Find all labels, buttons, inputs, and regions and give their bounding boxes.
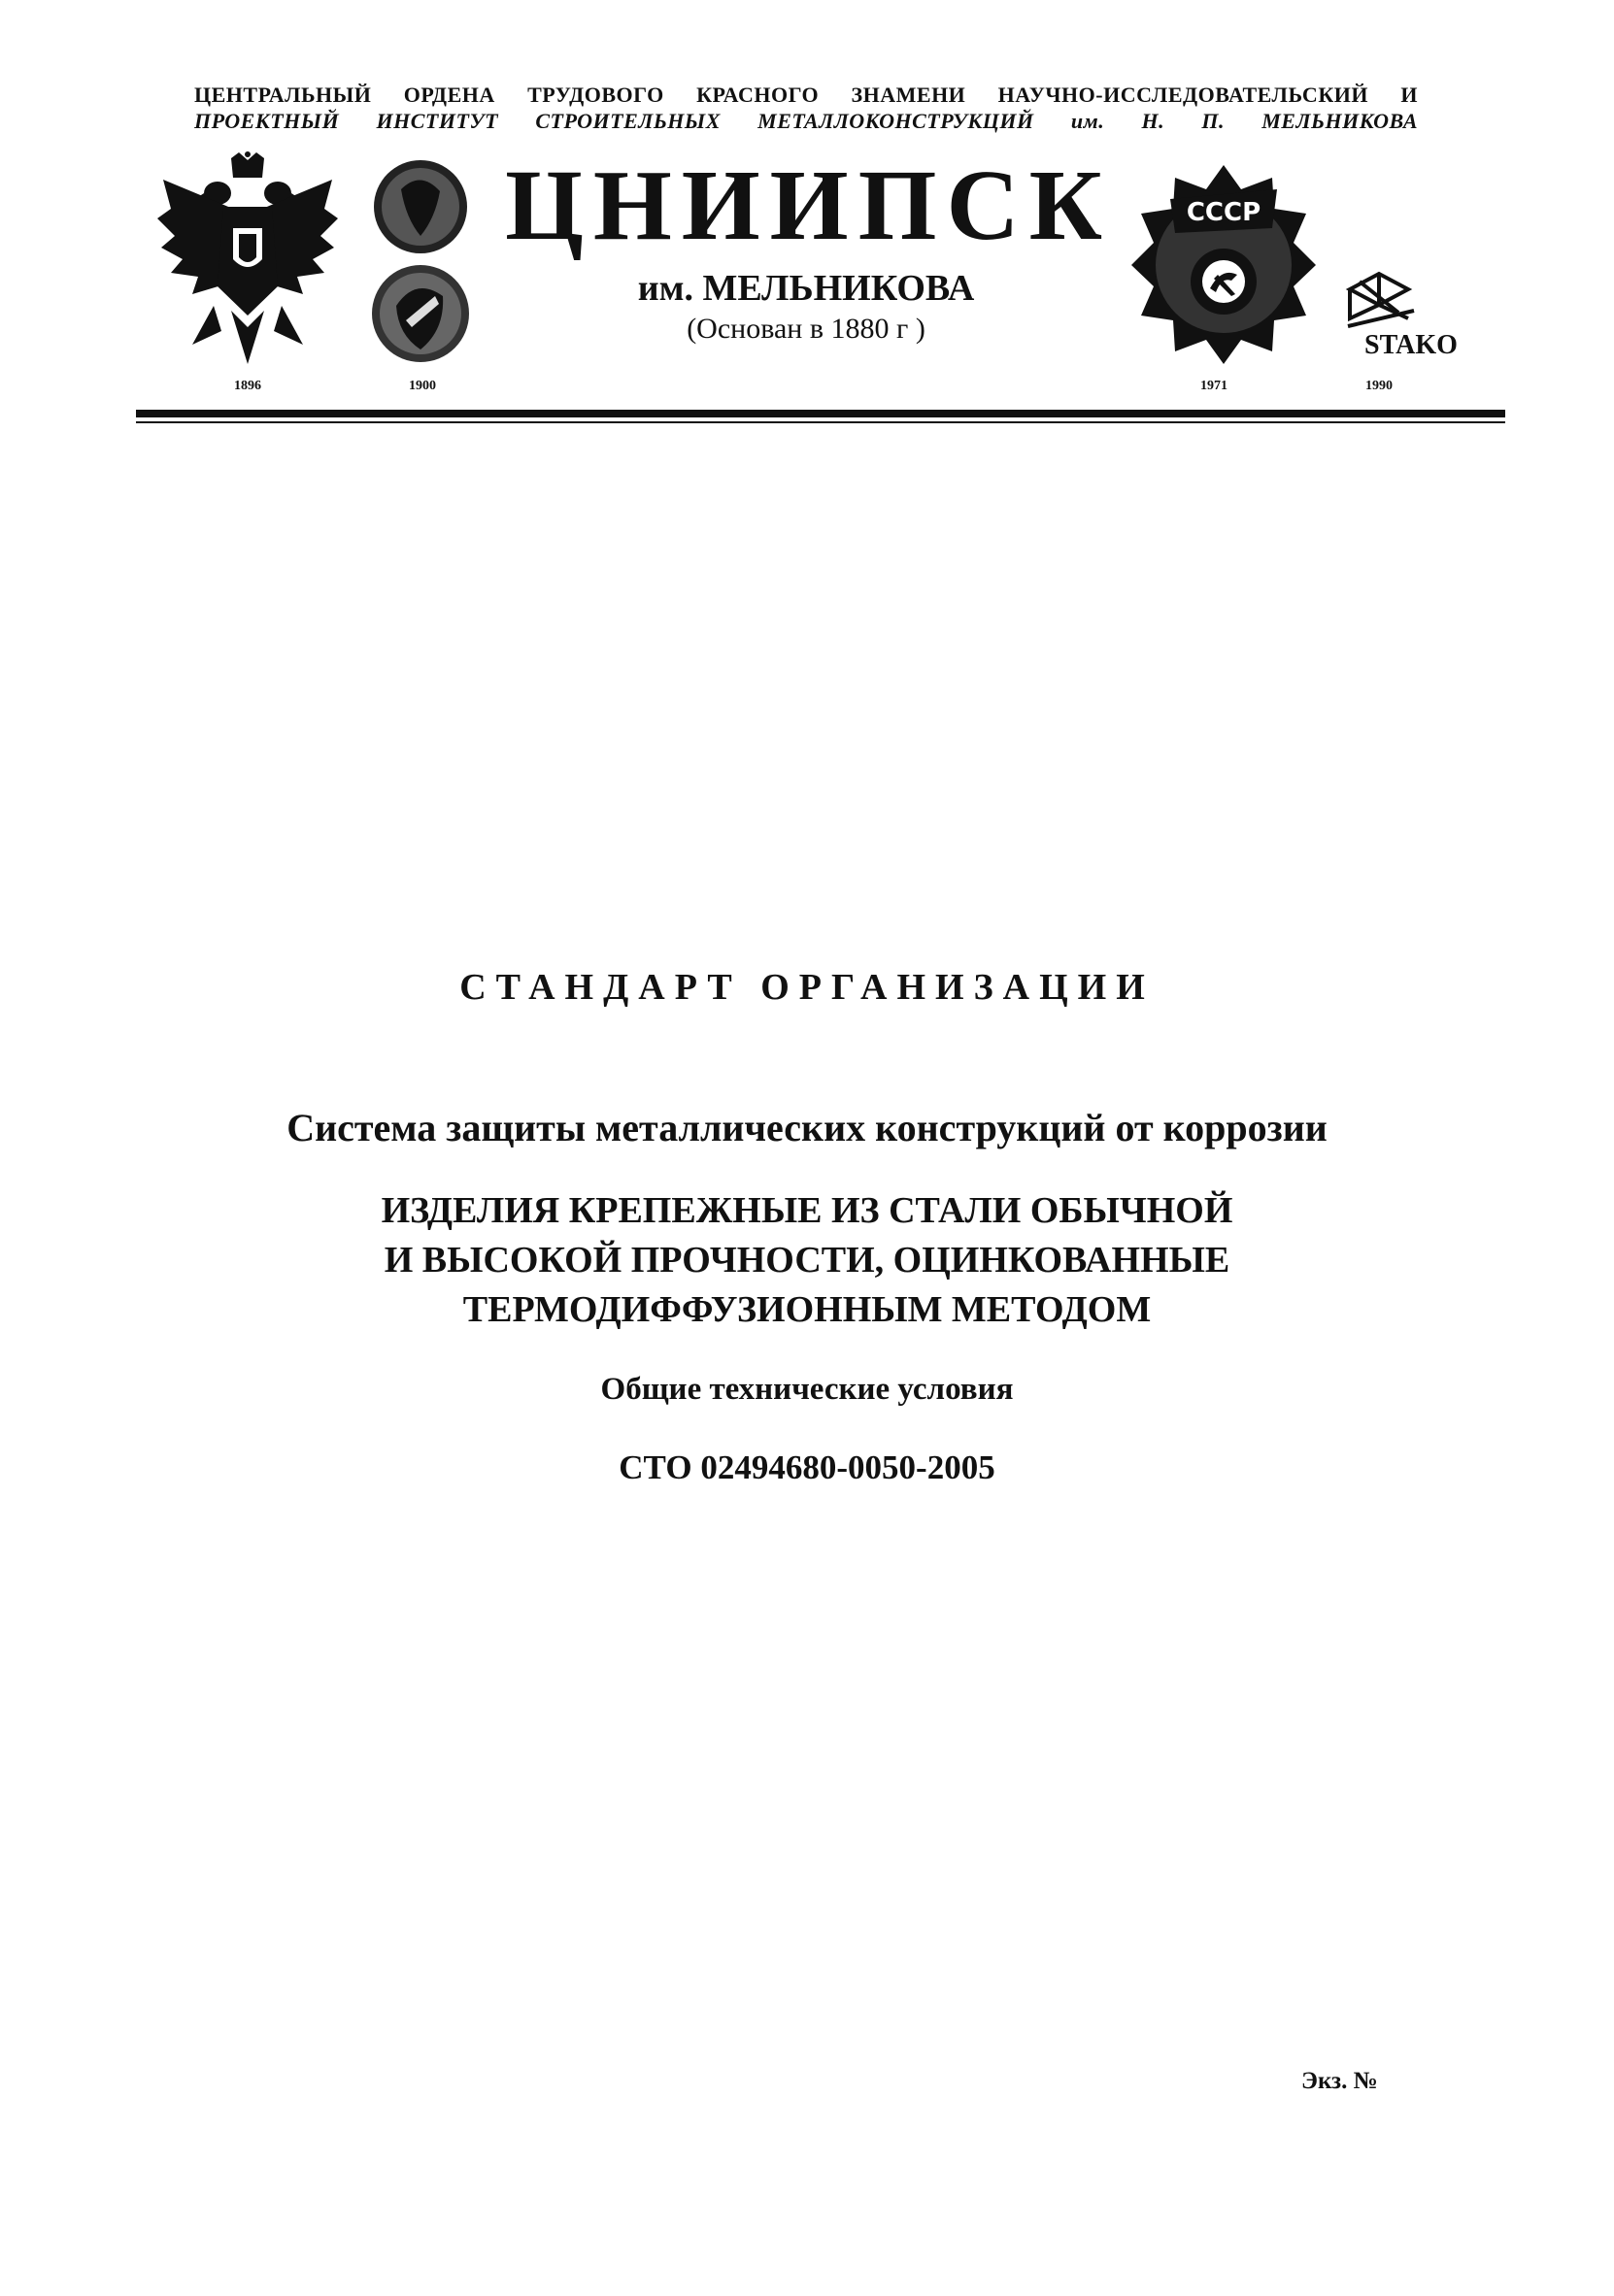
year-label: 1990 bbox=[1365, 379, 1393, 393]
document-title-line-3: ТЕРМОДИФФУЗИОННЫМ МЕТОДОМ bbox=[462, 1289, 1152, 1330]
document-title-line-1: ИЗДЕЛИЯ КРЕПЕЖНЫЕ ИЗ СТАЛИ ОБЫЧНОЙ bbox=[381, 1190, 1233, 1231]
header-divider-thin bbox=[136, 421, 1505, 423]
stako-logo-icon bbox=[1340, 270, 1418, 334]
svg-text:СССР: СССР bbox=[1186, 198, 1261, 227]
copy-number-label: Экз. № bbox=[1301, 2068, 1378, 2094]
institute-line-2: ПРОЕКТНЫЙ ИНСТИТУТ СТРОИТЕЛЬНЫХ МЕТАЛЛОКОНСТРУКЦИЙ им. Н. П. МЕЛЬНИКОВА bbox=[194, 109, 1418, 133]
year-label: 1896 bbox=[234, 379, 261, 393]
institute-line-1: ЦЕНТРАЛЬНЫЙ ОРДЕНА ТРУДОВОГО КРАСНОГО ЗНАМЕНИ НАУЧНО-ИССЛЕДОВАТЕЛЬСКИЙ И bbox=[194, 83, 1418, 107]
year-label: 1971 bbox=[1200, 379, 1227, 393]
document-type: СТАНДАРТ ОРГАНИЗАЦИИ bbox=[459, 967, 1155, 1008]
award-medals-icon bbox=[367, 150, 474, 372]
order-of-red-banner-icon bbox=[1126, 160, 1321, 369]
stako-label: STAKO bbox=[1364, 330, 1458, 360]
document-system: Система защиты металлических конструкций от коррозии bbox=[286, 1106, 1328, 1149]
org-subtitle: им. МЕЛЬНИКОВА bbox=[637, 268, 975, 309]
document-code: СТО 02494680-0050-2005 bbox=[619, 1448, 995, 1486]
year-label: 1900 bbox=[409, 379, 436, 393]
org-founded: (Основан в 1880 г ) bbox=[687, 313, 925, 345]
org-name: ЦНИИПСК bbox=[505, 150, 1112, 261]
double-headed-eagle-icon bbox=[153, 150, 343, 372]
document-title-line-2: И ВЫСОКОЙ ПРОЧНОСТИ, ОЦИНКОВАННЫЕ bbox=[384, 1240, 1230, 1281]
document-spec: Общие технические условия bbox=[600, 1372, 1014, 1407]
header-divider bbox=[136, 410, 1505, 417]
